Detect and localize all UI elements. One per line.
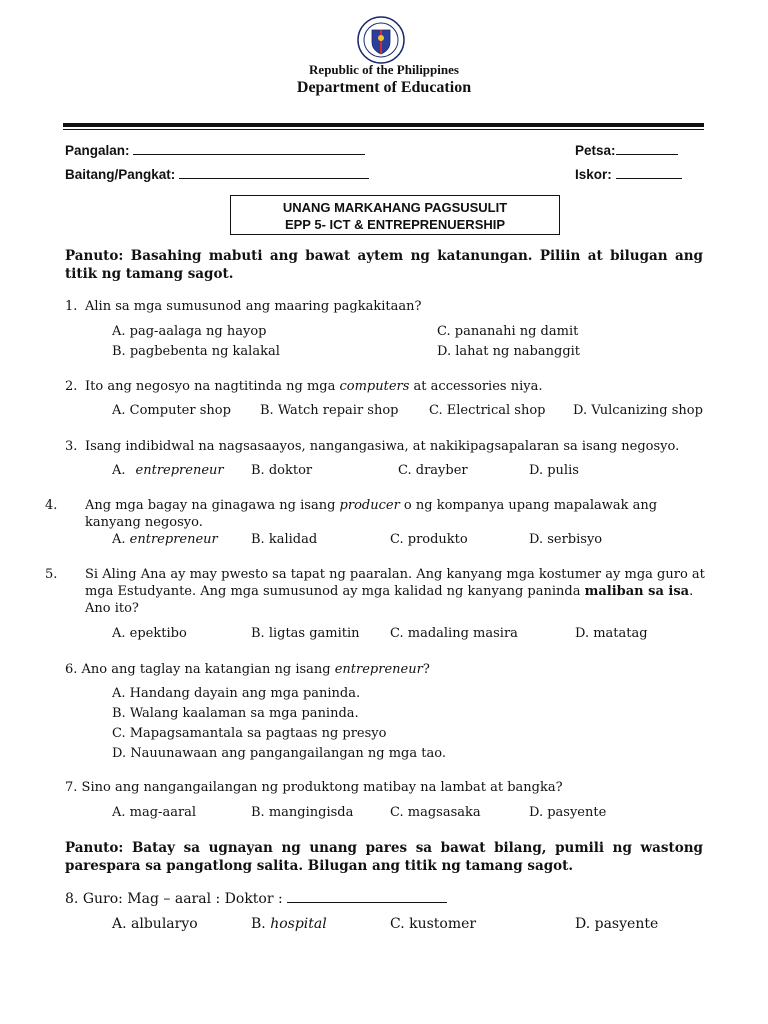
score-field[interactable]: [575, 166, 682, 182]
question-number: 6.: [65, 662, 78, 677]
q1-option-b[interactable]: B. pagbebenta ng kalakal: [112, 344, 280, 359]
date-field[interactable]: [575, 142, 678, 158]
name-blank[interactable]: [133, 142, 365, 155]
q6-option-a[interactable]: A. Handang dayain ang mga paninda.: [112, 686, 361, 701]
question-1: [65, 298, 705, 315]
question-6: [65, 661, 705, 678]
question-text: Ang mga bagay na ginagawa ng isang: [85, 498, 340, 513]
question-2: [65, 378, 705, 395]
question-text: Sino ang nangangailangan ng produktong matibay na lambat at bangka?: [81, 780, 563, 795]
q5-option-d[interactable]: D. matatag: [575, 626, 648, 641]
question-text: Si Aling Ana ay may pwesto sa tapat ng paaralan. Ang kanyang mga kostumer ay mga guro at mga Estudyante. Ang mga sumusunod ay mga kalidad ng kanyang paninda: [85, 567, 705, 599]
option-italic-text: entrepreneur: [135, 463, 224, 478]
score-label: Iskor:: [575, 167, 612, 182]
q3-option-a[interactable]: [112, 463, 224, 478]
instruction-2: Panuto: Batay sa ugnayan ng unang pares sa bawat bilang, pumili ng wastong parespara sa pangatlong salita. Bilugan ang titik ng tamang sagot.: [65, 840, 703, 874]
option-italic-text: hospital: [270, 916, 327, 932]
question-number: 2.: [65, 379, 78, 394]
q8-option-c[interactable]: C. kustomer: [390, 916, 477, 932]
question-number: 5.: [45, 567, 58, 582]
grade-label: Baitang/Pangkat:: [65, 167, 176, 182]
q3-option-d[interactable]: D. pulis: [529, 463, 579, 478]
q1-option-d[interactable]: D. lahat ng nabanggit: [437, 344, 581, 359]
header-thick-rule: [63, 123, 704, 127]
question-emphasis: producer: [339, 498, 400, 513]
exam-title: UNANG MARKAHANG PAGSUSULIT: [282, 200, 508, 215]
q3-option-b[interactable]: B. doktor: [251, 463, 313, 478]
q6-option-b[interactable]: B. Walang kaalaman sa mga paninda.: [112, 706, 359, 721]
question-3: [65, 438, 705, 455]
q5-option-b[interactable]: B. ligtas gamitin: [251, 626, 360, 641]
exam-subject: EPP 5- ICT & ENTREPRENUERSHIP: [284, 217, 506, 232]
republic-heading: Republic of the Philippines: [309, 62, 459, 77]
question-number: 8.: [65, 891, 79, 907]
question-text-end: at accessories niya.: [409, 379, 543, 394]
question-number: 4.: [45, 498, 58, 513]
department-heading: Department of Education: [296, 79, 472, 96]
q7-option-d[interactable]: D. pasyente: [529, 805, 607, 820]
date-label: Petsa:: [575, 143, 616, 158]
q8-option-b[interactable]: [251, 916, 327, 932]
question-number: 7.: [65, 780, 78, 795]
grade-blank[interactable]: [179, 166, 369, 179]
option-letter: A.: [112, 463, 126, 478]
q1-option-a[interactable]: A. pag-aalaga ng hayop: [112, 324, 267, 339]
q6-option-d[interactable]: D. Nauunawaan ang pangangailangan ng mga tao.: [112, 746, 446, 761]
question-4: [45, 497, 705, 531]
exam-title-box: [230, 195, 560, 235]
question-emphasis: maliban sa isa: [584, 584, 690, 599]
q4-option-c[interactable]: C. produkto: [390, 532, 468, 547]
q4-option-a[interactable]: [112, 532, 218, 547]
q7-option-a[interactable]: A. mag-aaral: [112, 805, 197, 820]
q5-option-a[interactable]: A. epektibo: [112, 626, 187, 641]
q5-option-c[interactable]: C. madaling masira: [390, 626, 518, 641]
question-number: 1.: [65, 299, 78, 314]
q8-option-a[interactable]: A. albularyo: [112, 916, 198, 932]
q4-option-d[interactable]: D. serbisyo: [529, 532, 603, 547]
answer-blank[interactable]: [287, 890, 447, 903]
name-label: Pangalan:: [65, 143, 130, 158]
option-letter: A.: [112, 532, 126, 547]
option-letter: B.: [251, 916, 266, 932]
question-text: Guro: Mag – aaral : Doktor :: [82, 891, 283, 907]
instruction-1: Panuto: Basahing mabuti ang bawat aytem ng katanungan. Piliin at bilugan ang titik ng tamang sagot.: [65, 248, 703, 282]
score-blank[interactable]: [616, 166, 682, 179]
q6-option-c[interactable]: C. Mapagsamantala sa pagtaas ng presyo: [112, 726, 387, 741]
header-thin-rule: [63, 129, 704, 130]
question-emphasis: computers: [339, 379, 410, 394]
question-text-end: ?: [422, 662, 430, 677]
q7-option-b[interactable]: B. mangingisda: [251, 805, 354, 820]
q2-option-b[interactable]: B. Watch repair shop: [260, 403, 399, 418]
q7-option-c[interactable]: C. magsasaka: [390, 805, 481, 820]
q2-option-d[interactable]: D. Vulcanizing shop: [573, 403, 703, 418]
question-text-end: o ng kompanya upang mapalawak ang kanyang negosyo.: [85, 498, 658, 530]
option-italic-text: entrepreneur: [129, 532, 218, 547]
q8-option-d[interactable]: D. pasyente: [575, 916, 659, 932]
deped-seal-logo: [357, 16, 405, 64]
question-text: Isang indibidwal na nagsasaayos, nangangasiwa, at nakikipagsapalaran sa isang negosyo.: [85, 439, 680, 454]
question-5: [45, 566, 705, 617]
date-blank[interactable]: [616, 142, 678, 155]
question-8: [65, 890, 705, 908]
grade-field[interactable]: [65, 166, 369, 182]
name-field[interactable]: [65, 142, 365, 158]
question-text: Alin sa mga sumusunod ang maaring pagkakitaan?: [85, 299, 422, 314]
question-text: Ito ang negosyo na nagtitinda ng mga: [85, 379, 340, 394]
q4-option-b[interactable]: B. kalidad: [251, 532, 318, 547]
q2-option-c[interactable]: C. Electrical shop: [429, 403, 546, 418]
question-text: Ano ang taglay na katangian ng isang: [81, 662, 335, 677]
q3-option-c[interactable]: C. drayber: [398, 463, 468, 478]
q2-option-a[interactable]: A. Computer shop: [112, 403, 231, 418]
question-7: [65, 779, 705, 796]
question-text-end: . Ano ito?: [85, 584, 694, 616]
question-number: 3.: [65, 439, 78, 454]
question-emphasis: entrepreneur: [334, 662, 423, 677]
q1-option-c[interactable]: C. pananahi ng damit: [437, 324, 579, 339]
